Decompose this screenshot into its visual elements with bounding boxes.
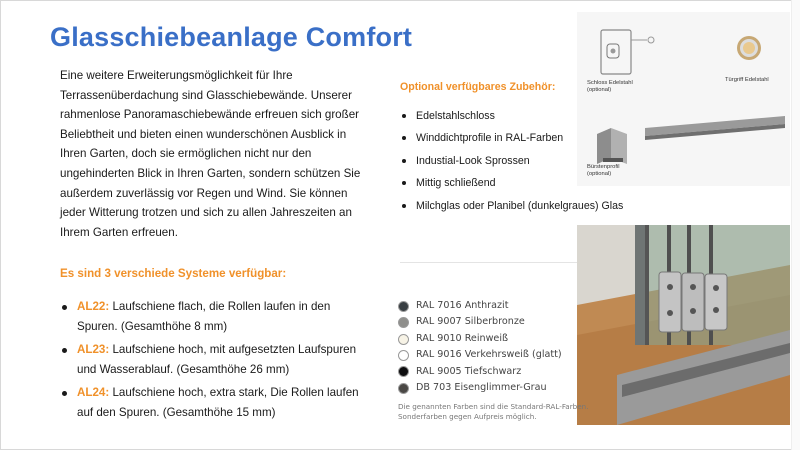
color-note: Die genannten Farben sind die Standard-RAL-Farben. Sonderfarben gegen Aufpreis möglich.	[398, 402, 589, 421]
handle-caption: Türgriff Edelstahl	[725, 77, 769, 83]
accessories-illustration	[577, 12, 790, 186]
system-item-al23	[60, 340, 370, 379]
lock-caption: Schloss Edelstahl (optional)	[587, 80, 633, 93]
system-code: AL24:	[77, 386, 110, 399]
system-description: Laufschiene hoch, extra stark, Die Rollen laufen auf den Spuren. (Gesamthöhe 15 mm)	[77, 386, 359, 419]
color-option	[398, 298, 562, 314]
color-label: RAL 9016 Verkehrsweiß (glatt)	[416, 349, 562, 361]
color-swatch	[398, 383, 409, 394]
accessories-photo	[577, 12, 790, 186]
divider	[400, 262, 578, 263]
sliding-rail-illustration	[577, 225, 790, 425]
system-item-al22	[60, 297, 370, 336]
system-description: Laufschiene hoch, mit aufgesetzten Laufspuren und Wasserablauf. (Gesamthöhe 26 mm)	[77, 343, 357, 376]
accessory-item: Milchglas oder Planibel (dunkelgraues) Glas	[400, 195, 623, 217]
brush-caption: Bürstenprofil (optional)	[587, 164, 620, 177]
slide-title: Glasschiebeanlage Comfort	[50, 22, 413, 52]
accessory-item: Winddichtprofile in RAL-Farben	[400, 127, 623, 149]
accessories-heading: Optional verfügbares Zubehör:	[400, 81, 556, 93]
systems-list	[60, 297, 370, 426]
color-swatch	[398, 317, 409, 328]
color-label: RAL 9005 Tiefschwarz	[416, 365, 522, 377]
color-option	[398, 380, 562, 396]
color-label: RAL 9007 Silberbronze	[416, 316, 525, 328]
system-code: AL22:	[77, 300, 110, 313]
systems-heading: Es sind 3 verschiede Systeme verfügbar:	[60, 267, 287, 280]
system-code: AL23:	[77, 343, 110, 356]
color-swatch	[398, 334, 409, 345]
intro-paragraph: Eine weitere Erweiterungsmöglichkeit für Ihre Terrassenüberdachung sind Glasschiebewände. Unserer rahmenlose Panoramaschiebewände erfreuen sich großer Beliebtheit und bieten einen wunderschönen Ausblick in Ihren Garten, doch sie ermöglichen nicht nur den ungehinderten Blick in Ihren Garten, sondern schützen Sie außerdem zuverlässig vor Regen und Wind. Sie können jeder Witterung trotzen und sich zu allen Jahreszeiten an Ihrem Garten erfreuen.	[60, 69, 361, 239]
color-label: RAL 7016 Anthrazit	[416, 300, 509, 311]
system-item-al24	[60, 383, 370, 422]
color-label: RAL 9010 Reinweiß	[416, 332, 509, 344]
vertical-scrollbar[interactable]	[791, 0, 800, 450]
color-swatch	[398, 366, 409, 377]
color-option	[398, 347, 562, 363]
accessory-item: Edelstahlschloss	[400, 105, 623, 127]
color-label: DB 703 Eisenglimmer-Grau	[416, 382, 547, 394]
sliding-rail-photo	[577, 225, 790, 425]
color-swatch	[398, 301, 409, 312]
color-option	[398, 331, 562, 347]
accessory-item: Mittig schließend	[400, 172, 623, 194]
color-options-list	[398, 298, 562, 396]
color-swatch	[398, 350, 409, 361]
color-option	[398, 314, 562, 330]
accessory-item: Industial-Look Sprossen	[400, 150, 623, 172]
color-option	[398, 364, 562, 380]
system-description: Laufschiene flach, die Rollen laufen in den Spuren. (Gesamthöhe 8 mm)	[77, 300, 331, 333]
